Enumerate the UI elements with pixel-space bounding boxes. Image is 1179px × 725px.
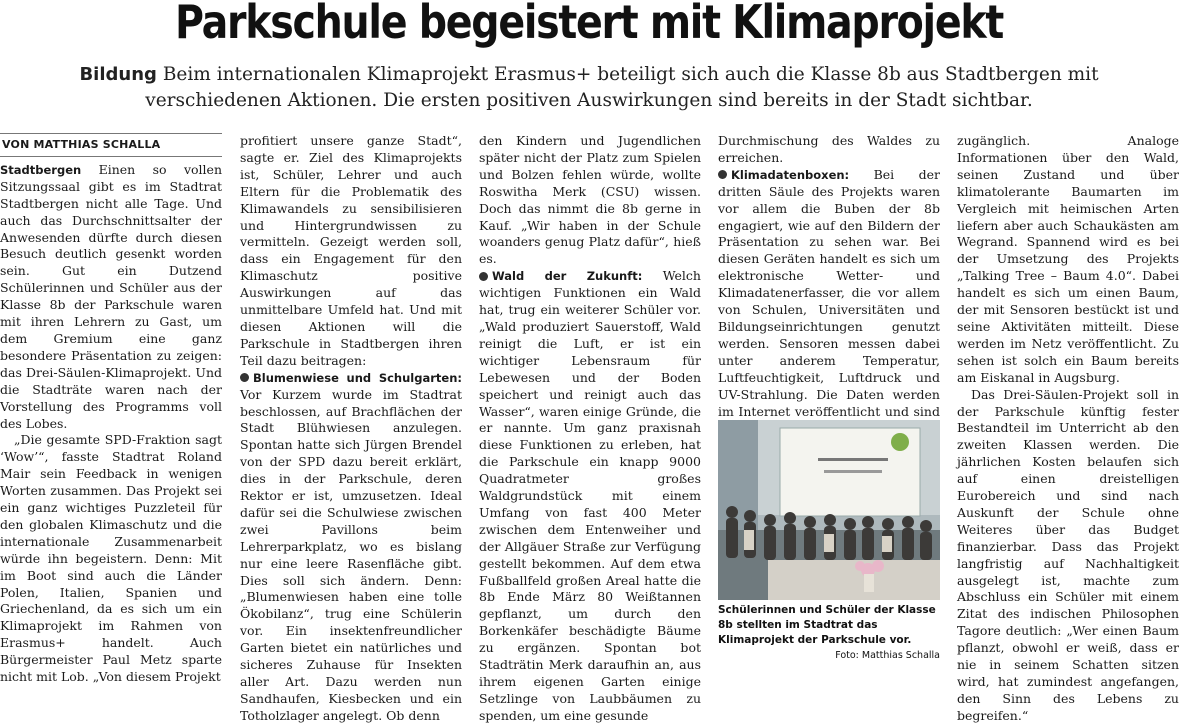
paragraph: Durchmischung des Waldes zu erreichen. (718, 133, 940, 165)
column-2 (240, 133, 462, 723)
column-4 (718, 133, 940, 419)
dateline: Stadtbergen (0, 162, 82, 177)
subhead-text: Beim internationalen Klimaprojekt Erasmus+ beteiligt sich auch die Klasse 8b aus Stadtbergen mit verschiedenen Aktionen. Die ersten positiven Auswirkungen sind bereits in der Stadt sichtbar. (145, 64, 1099, 111)
section-heading: Klimadatenboxen: (731, 167, 850, 182)
paragraph-text: Bei der dritten Säule des Projekts waren vor allem die Buben der 8b engagiert, wie auf den Bildern der Präsentation zu sehen war. Bei diesen Geräten handelt es sich um elektronische Wetter- und Klimadatenerfasser, die vor allem von Schulen, Universitäten und Bildungseinrichtungen genutzt werden. Sensoren messen dabei unter anderem Temperatur, Luftfeuchtigkeit, Luftdruck und UV-Strahlung. Die Daten werden im Internet veröffentlicht und sind (718, 166, 940, 419)
section-heading: Blumenwiese und Schulgarten: (253, 370, 462, 385)
headline: Parkschule begeistert mit Klimaprojekt (174, 0, 1004, 49)
paragraph: den Kindern und Jugendlichen später nicht der Platz zum Spielen und Bolzen fehlen würde, wollte Roswitha Merk (CSU) wissen. Doch das nimmt die 8b gerne in Kauf. „Wir haben in der Schule woanders genug Platz dafür“, hieß es. (479, 133, 701, 267)
bullet-icon (479, 272, 488, 281)
column-3 (479, 133, 701, 723)
paragraph: Das Drei-Säulen-Projekt soll in der Parkschule künftig fester Bestandteil im Unterricht ab den zweiten Klassen werden. Die jährlichen Kosten belaufen sich auf einen dreistelligen Eurobereich und sind nach Auskunft der Schule ohne Weiteres über das Budget finanzierbar. Dass das Projekt langfristig auf Nachhaltigkeit ausgelegt ist, machte zum Abschluss ein Schüler mit einem Zitat des indischen Philosophen Tagore deutlich: „Wer einen Baum pflanzt, obwohl er weiß, dass er nie in seinem Schatten sitzen wird, hat zumindest angefangen, den Sinn des Lebens zu begreifen.“ (957, 386, 1179, 723)
kicker: Bildung (79, 64, 157, 85)
section-heading: Wald der Zukunft: (492, 269, 643, 284)
bullet-icon (718, 170, 727, 179)
column-1 (0, 133, 222, 685)
paragraph: zugänglich. Analoge Informationen über den Wald, seinen Zustand und über klimatolerante Baumarten im Vergleich mit heimischen Arten liefern aber auch Schaukästen am Wegrand. Spannend wird es bei der Umsetzung des Projekts „Talking Tree – Baum 4.0“. Dabei handelt es sich um einen Baum, der mit Sensoren bestückt ist und seine Aktivitäten mitteilt. Diese werden im Netz veröffentlicht. Zu sehen ist solch ein Baum bereits am Eiskanal in Augsburg. (957, 133, 1179, 385)
subheadline (40, 62, 1138, 114)
paragraph-text: Vor Kurzem wurde im Stadtrat beschlossen, auf Brachflächen der Stadt Blühwiesen anzulegen. Spontan hatte sich Jürgen Brendel von der SPD dazu bereit erklärt, dies in der Parkschule, deren Rektor er ist, umzusetzen. Ideal dafür sei die Schulwiese zwischen zwei Pavillons beim Lehrerparkplatz, wo es bislang nur eine leere Rasenfläche gibt. Dies soll sich ändern. Denn: „Blumenwiesen haben eine tolle Ökobilanz“, trug eine Schülerin vor. Ein insektenfreundlicher Garten bietet ein natürliches und sicheres Zuhause für Insekten aller Art. Dazu werden nun Sandhaufen, Kiesbecken und ein Totholzlager angelegt. Ob denn (240, 386, 462, 723)
photo-illustration (718, 420, 940, 600)
byline: VON MATTHIAS SCHALLA (0, 133, 222, 157)
paragraph-text: Welch wichtigen Funktionen ein Wald hat, trug ein weiterer Schüler vor. „Wald produziert Sauerstoff, Wald reinigt die Luft, er ist ein wichtiger Lebensraum für Lebewesen und der Boden speichert und reinigt auch das Wasser“, waren einige Gründe, die er nannte. Um ganz praxisnah diese Funktionen zu erleben, hat die Parkschule ein knapp 9000 Quadratmeter großes Waldgrundstück mit einem Umfang von fast 400 Meter zwischen dem Entenweiher und der Allgäuer Straße zur Verfügung gestellt bekommen. Auf dem etwa Fußballfeld großen Areal hatte die 8b Ende März 80 Weißtannen gepflanzt, um durch den Borkenkäfer beschädigte Bäume zu ergänzen. Spontan bot Stadträtin Merk daraufhin an, aus ihrem eigenen Garten einige Setzlinge von Laubbäumen zu spenden, um eine gesunde (479, 268, 701, 723)
photo-credit: Foto: Matthias Schalla (835, 650, 940, 661)
paragraph-text: Einen so vollen Sitzungssaal gibt es im Stadtrat Stadtbergen nicht alle Tage. Und auch das Durchschnittsalter der Anwesenden dürfte durch diesen Besuch deutlich gesenkt worden sein. Gut ein Dutzend Schülerinnen und Schüler aus der Klasse 8b der Parkschule waren mit ihren Lehrern zu Gast, um dem Gremium eine ganz besondere Präsentation zu zeigen: das Drei-Säulen-Klimaprojekt. Und die Stadträte waren nach der Vorstellung des Programms voll des Lobes. (0, 161, 222, 431)
column-5 (957, 133, 1179, 723)
paragraph (479, 268, 701, 724)
bullet-icon (240, 373, 249, 382)
article-photo (718, 420, 940, 600)
paragraph (240, 370, 462, 725)
caption-text: Schülerinnen und Schüler der Klasse 8b stellten im Stadtrat das Klimaprojekt der Parkschule vor. (718, 604, 936, 646)
paragraph (718, 167, 940, 438)
paragraph (0, 162, 222, 433)
paragraph: „Die gesamte SPD-Fraktion sagt ‘Wow’“, fasste Stadtrat Roland Mair sein Feedback in wenigen Worten zusammen. Das Projekt sei ein ganz wichtiges Puzzleteil für den globalen Klimaschutz und die internationale Zusammenarbeit würde ihn begeistern. Denn: Mit im Boot sind auch die Länder Polen, Italien, Spanien und Griechenland, da es sich um ein Klimaprojekt im Rahmen von Erasmus+ handelt. Auch Bürgermeister Paul Metz sparte nicht mit Lob. „Von diesem Projekt (0, 432, 222, 685)
paragraph: profitiert unsere ganze Stadt“, sagte er. Ziel des Klimaprojekts ist, Schüler, Lehrer und auch Eltern für die Problematik des Klimawandels zu sensibilisieren und Hintergrundwissen zu vermitteln. Gezeigt werden soll, dass ein Engagement für den Klimaschutz positive Auswirkungen auf das unmittelbare Umfeld hat. Und mit diesen Aktionen will die Parkschule in Stadtbergen ihren Teil dazu beitragen: (240, 133, 462, 368)
photo-caption (718, 603, 940, 663)
